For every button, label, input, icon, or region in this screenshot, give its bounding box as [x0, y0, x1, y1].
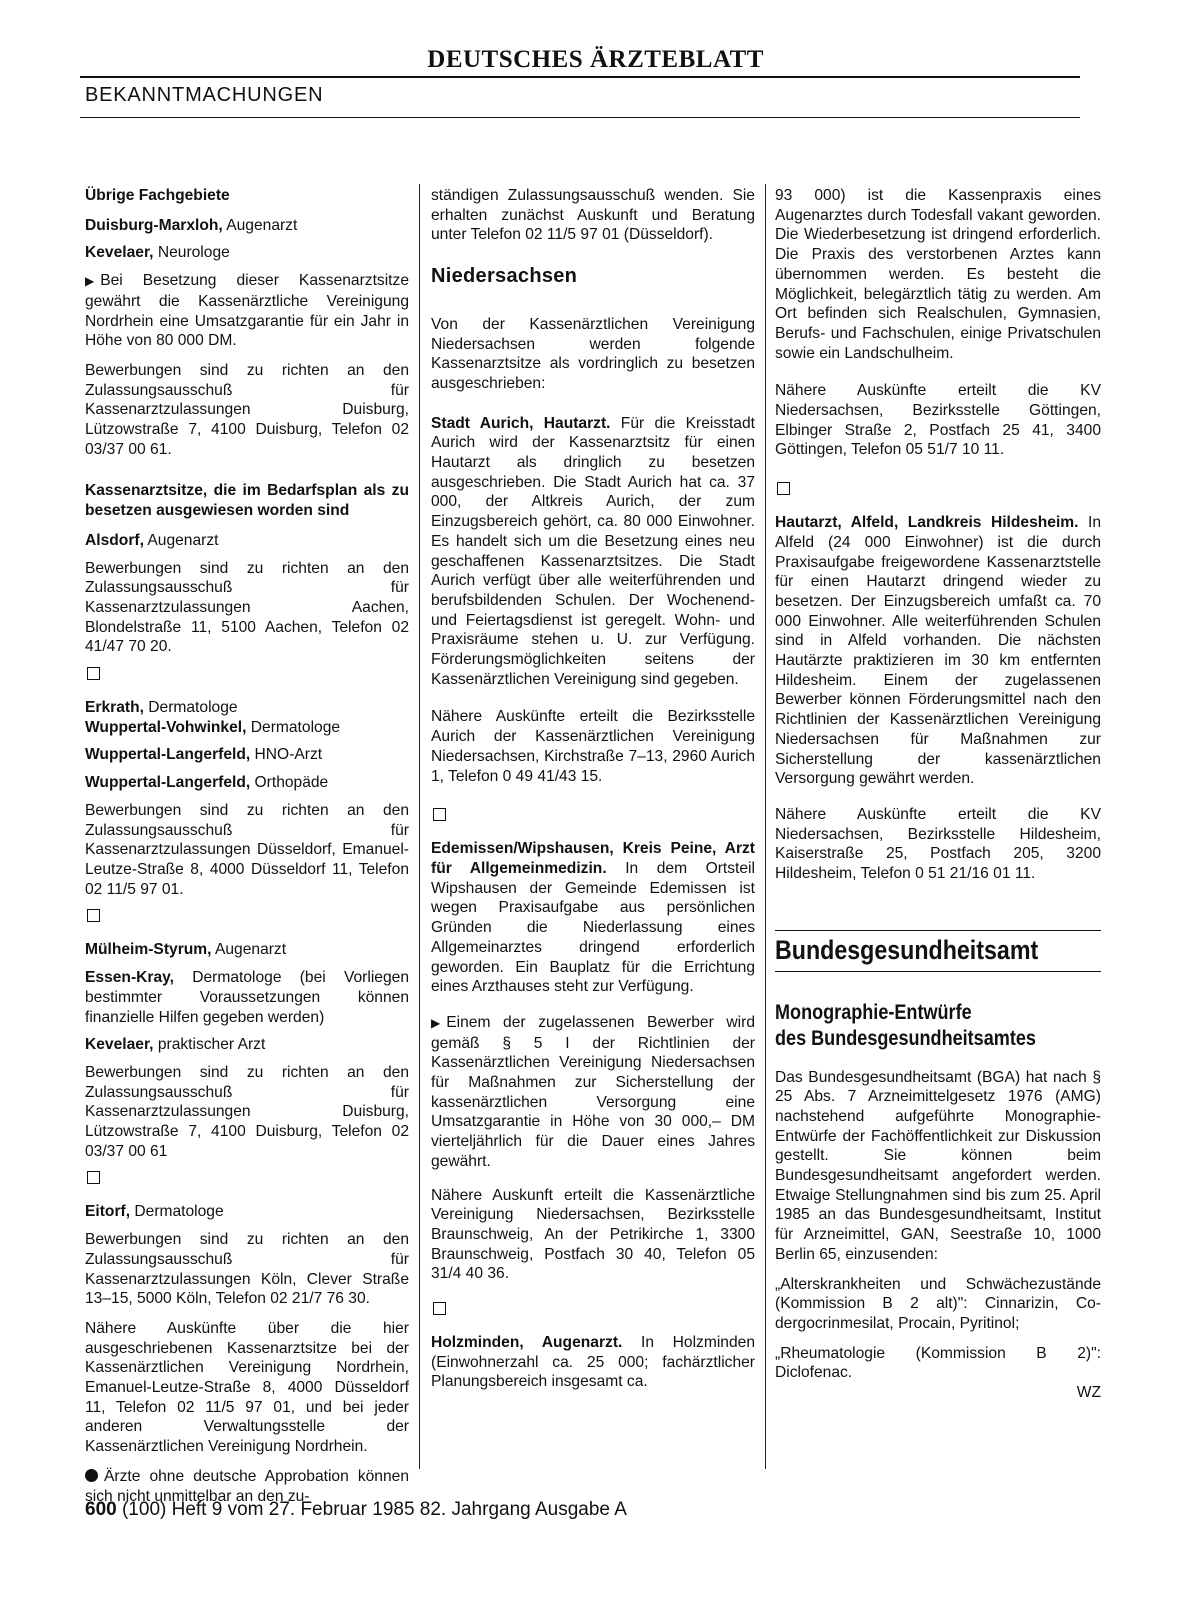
announcement — [431, 1333, 755, 1392]
announcement-head: Stadt Aurich, Hautarzt. — [431, 414, 611, 432]
paragraph: „Alterskrankheiten und Schwächezustände (Kommission B 2 alt)": Cinnarizin, Co-dergocrinmesilat, Procain, Pyritinol; — [775, 1275, 1101, 1332]
listing-place: Kevelaer, — [85, 1036, 154, 1054]
listing-place: Kevelaer, — [85, 244, 154, 262]
paragraph: Bewerbungen sind zu richten an den Zulassungsausschuß für Kassenarztzulassungen Duisburg, Lützowstraße 7, 4100 Duisburg, Telefon 02 03/37 00 61 — [85, 1063, 409, 1160]
listing — [85, 698, 409, 718]
listing — [85, 243, 409, 263]
region-heading: Niedersachsen — [431, 265, 578, 288]
listing-place: Essen-Kray, — [85, 969, 174, 987]
paragraph: Das Bundesgesundheitsamt (BGA) hat nach § 25 Abs. 7 Arzneimittelgesetz 1976 (AMG) nachstehend aufgeführte Monographie-Entwürfe der Fachöffentlichkeit zur Diskussion gestellt. Sie können beim Bundesgesundheitsamt angefordert werden. Etwaige Stellungnahmen sind bis zum 25. April 1985 an das Bundesgesundheitsamt, Institut für Arzneimittel, GAN, Seestraße 10, 1000 Berlin 65, einzusenden: — [775, 1068, 1101, 1263]
listing — [85, 216, 409, 236]
paragraph — [85, 271, 409, 351]
article-title — [775, 1000, 1055, 1052]
paragraph: Nähere Auskünfte erteilt die KV Niedersachsen, Bezirksstelle Hildesheim, Kaiserstraße 25, Postfach 205, 3200 Hildesheim, Telefon 0 51 21/16 01 11. — [775, 805, 1101, 883]
listing-place: Erkrath, — [85, 699, 144, 717]
listing — [85, 531, 409, 551]
paragraph: „Rheumatologie (Kommission B 2)": Diclofenac. — [775, 1344, 1101, 1382]
paragraph-text: Ärzte ohne deutsche Approbation können sich nicht unmittelbar an den zu- — [85, 1467, 409, 1505]
signature: WZ — [1076, 1384, 1101, 1402]
announcement-text: In dem Ortsteil Wipshausen der Gemeinde Edemissen ist wegen Praxisaufgabe aus persönlichen Gründen die Niederlassung eines Allgemeinarztes dringend erforderlich geworden. Ein Bauplatz für die Errichtung eines Arzthauses steht zur Verfügung. — [431, 859, 755, 996]
paragraph: Bewerbungen sind zu richten an den Zulassungsausschuß für Kassenarztzulassungen Düsseldorf, Emanuel-Leutze-Straße 8, 4000 Düsseldorf 11, Telefon 02 11/5 97 01. — [85, 801, 409, 898]
paragraph: Nähere Auskunft erteilt die Kassenärztliche Vereinigung Niedersachsen, Bezirksstelle Braunschweig, An der Petrikirche 1, 3300 Braunschweig, Postfach 30 40, Telefon 05 31/4 40 36. — [431, 1186, 755, 1283]
paragraph: Nähere Auskünfte erteilt die Bezirksstelle Aurich der Kassenärztlichen Vereinigung Niedersachsen, Kirchstraße 7–13, 2960 Aurich 1, Telefon 0 49 41/43 15. — [431, 708, 755, 785]
section-label: BEKANNTMACHUNGEN — [85, 84, 324, 106]
paragraph-text: Einem der zugelassenen Bewerber wird gemäß § 5 I der Richtlinien der Kassenärztlichen Vereinigung Niedersachsen für Maßnahmen zur Sicherstellung der kassenärztlichen Versorgung eine Umsatzgarantie in Höhe von 30 000,– DM vierteljährlich für die Dauer eines Jahres gewährt. — [431, 1013, 755, 1170]
listing-specialty: Orthopäde — [250, 774, 329, 792]
arrow-bullet-icon: ▶ — [431, 1015, 441, 1030]
listing-specialty: Dermatologe — [143, 699, 238, 717]
separator-box-icon — [87, 667, 100, 680]
listing — [85, 1202, 409, 1222]
listing — [85, 968, 409, 1027]
listing — [85, 773, 409, 793]
listing-specialty: Augenarzt — [211, 941, 287, 959]
announcement — [775, 513, 1101, 789]
listing-place: Eitorf, — [85, 1203, 131, 1221]
listing — [85, 745, 409, 765]
column-1 — [85, 186, 409, 1516]
paragraph: Bewerbungen sind zu richten an den Zulassungsausschuß für Kassenarztzulassungen Köln, Clever Straße 13–15, 5000 Köln, Telefon 02 21/7 76 30. — [85, 1231, 409, 1308]
listing-place: Wuppertal-Langerfeld, — [85, 774, 251, 792]
listing-specialty: HNO-Arzt — [250, 746, 323, 764]
masthead-title: DEUTSCHES ÄRZTEBLATT — [427, 46, 764, 73]
announcement-head: Edemissen/Wipshausen, Kreis Peine, Arzt für Allgemeinmedizin. — [431, 840, 755, 877]
listing — [85, 718, 409, 738]
announcement — [431, 414, 755, 690]
announcement-text: In Holzminden (Einwohnerzahl ca. 25 000; fachärztlicher Planungsbereich insgesamt ca. — [431, 1334, 755, 1391]
announcement — [431, 839, 755, 997]
issue-info: (100) Heft 9 vom 27. Februar 1985 82. Jahrgang Ausgabe A — [116, 1499, 627, 1520]
listing-specialty: Dermatologe — [246, 718, 341, 736]
separator-box-icon — [87, 1171, 100, 1184]
listing-specialty: praktischer Arzt — [153, 1036, 266, 1054]
column-divider — [419, 184, 420, 1469]
paragraph-text: Bei Besetzung dieser Kassenarztsitze gewährt die Kassenärztliche Vereinigung Nordrhein eine Umsatzgarantie für ein Jahr in Höhe von 80 000 DM. — [85, 272, 409, 350]
section-rule — [80, 117, 1080, 118]
paragraph: ständigen Zulassungsausschuß wenden. Sie erhalten zunächst Auskunft und Beratung unter Telefon 02 11/5 97 01 (Düsseldorf). — [431, 187, 755, 244]
paragraph: Bewerbungen sind zu richten an den Zulassungsausschuß für Kassenarztzulassungen Aachen, Blondelstraße 11, 5100 Aachen, Telefon 02 41/47 70 20. — [85, 559, 409, 656]
listing-place: Mülheim-Styrum, — [85, 941, 212, 959]
paragraph: 93 000) ist die Kassenpraxis eines Augenarztes durch Todesfall vakant geworden. Die Wiederbesetzung ist dringend erforderlich. Die Praxis des verstorbenen Arztes kann übernommen werden. Es besteht die Möglichkeit, belegärztlich tätig zu werden. Am Ort befinden sich Realschulen, Gymnasien, Berufs- und Fachschulen, einige Privatschulen sowie ein Landschulheim. — [775, 187, 1101, 362]
signature-row — [775, 1383, 1101, 1403]
paragraph: Von der Kassenärztlichen Vereinigung Niedersachsen werden folgende Kassenarztsitze als vordringlich zu besetzen ausgeschrieben: — [431, 315, 755, 392]
section-rule — [775, 930, 1101, 931]
page-number: 600 — [85, 1499, 117, 1520]
listing-place: Wuppertal-Langerfeld, — [85, 746, 251, 764]
heading: Übrige Fachgebiete — [85, 187, 230, 204]
separator-box-icon — [87, 909, 100, 922]
announcement-head: Holzminden, Augenarzt. — [431, 1334, 623, 1352]
heading: Kassenarztsitze, die im Bedarfsplan als zu besetzen ausgewiesen worden sind — [85, 482, 409, 520]
article-title-line: Monographie-Entwürfe — [775, 1000, 972, 1024]
section-title: Bundesgesundheitsamt — [775, 934, 1039, 965]
listing-place: Wuppertal-Vohwinkel, — [85, 718, 247, 736]
masthead — [80, 46, 1080, 78]
announcement-text: Für die Kreisstadt Aurich wird der Kassenarztsitz für einen Hautarzt als dringlich zu besetzen ausgeschrieben. Die Stadt Aurich hat ca. 37 000, der Altkreis Aurich, der zum Einzugsbereich gehört, ca. 80 000 Einwohner. Es handelt sich um die Besetzung eines neu geschaffenen Kassenarztsitzes. Die Stadt Aurich verfügt über alle weiterführenden und berufsbildenden Schulen. Der Wochenend- und Feiertagsdienst ist geregelt. Wohn- und Praxisräume stehen u. U. zur Verfügung. Förderungsmöglichkeiten seitens der Kassenärztlichen Vereinigung sind gegeben. — [431, 414, 755, 688]
listing — [85, 940, 409, 960]
separator-box-icon — [777, 482, 790, 495]
listing-specialty: Dermatologe (bei Vorliegen bestimmter Voraussetzungen können finanzielle Hilfen gegeben werden) — [85, 969, 409, 1026]
announcement-text: In Alfeld (24 000 Einwohner) ist die durch Praxisaufgabe freigewordene Kassenarztstelle für einen Hautarzt dringend wieder zu besetzen. Der Einzugsbereich umfaßt ca. 70 000 Einwohner. Alle weiterführenden Schulen sind in Alfeld vorhanden. Die nächsten Hautärzte praktizieren im 30 km entfernten Hildesheim. Einem der zugelassenen Bewerber können Förderungsmittel nach den Richtlinien der Kassenärztlichen Vereinigung Niedersachsen für Maßnahmen zur Sicherstellung der kassenärztlichen Versorgung gewährt werden. — [775, 514, 1101, 788]
section-rule — [775, 971, 1101, 972]
separator-box-icon — [433, 1302, 446, 1315]
article-title-line: des Bundesgesundheitsamtes — [775, 1026, 1036, 1050]
column-2 — [431, 186, 755, 1402]
listing-place: Duisburg-Marxloh, — [85, 216, 223, 234]
paragraph — [431, 1013, 755, 1172]
arrow-bullet-icon: ▶ — [85, 274, 95, 289]
footer — [85, 1499, 627, 1521]
listing-specialty: Augenarzt — [222, 216, 298, 234]
paragraph: Nähere Auskünfte über die hier ausgeschriebenen Kassenarztsitze bei der Kassenärztlichen Vereinigung Nordrhein, Emanuel-Leutze-Straße 8, 4000 Düsseldorf 11, Telefon 02 11/5 97 01, und bei jeder anderen Verwaltungsstelle der Kassenärztlichen Vereinigung Nordrhein. — [85, 1319, 409, 1456]
column-3 — [775, 186, 1101, 1403]
listing — [85, 1035, 409, 1055]
paragraph: Bewerbungen sind zu richten an den Zulassungsausschuß für Kassenarztzulassungen Duisburg, Lützowstraße 7, 4100 Duisburg, Telefon 02 03/37 00 61. — [85, 361, 409, 458]
listing-specialty: Augenarzt — [143, 531, 219, 549]
listing-specialty: Dermatologe — [130, 1203, 224, 1221]
separator-box-icon — [433, 808, 446, 821]
bullet-dot-icon — [85, 1469, 98, 1482]
paragraph: Nähere Auskünfte erteilt die KV Niedersachsen, Bezirksstelle Göttingen, Elbinger Straße 2, Postfach 25 41, 3400 Göttingen, Telefon 05 51/7 10 11. — [775, 382, 1101, 459]
listing-place: Alsdorf, — [85, 531, 144, 549]
announcement-head: Hautarzt, Alfeld, Landkreis Hildesheim. — [775, 514, 1079, 532]
listing-specialty: Neurologe — [153, 244, 230, 262]
column-divider — [765, 184, 766, 1469]
